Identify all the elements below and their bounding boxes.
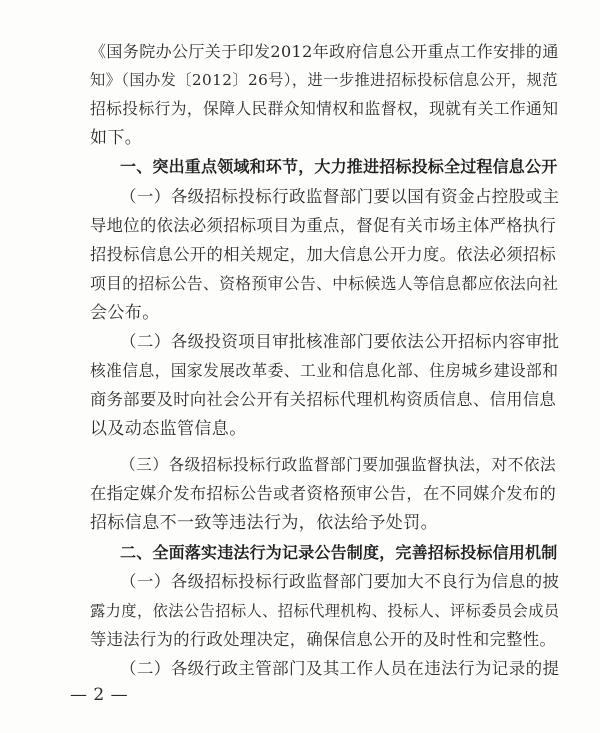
body-line: 如下。 (90, 128, 143, 148)
paragraph-first-line: （三）各级招标投标行政监督部门要加强监督执法，对不依法 (120, 455, 557, 474)
page-number: — 2 — (70, 685, 129, 705)
body-line: 等违法行为的行政处理决定，确保信息公开的及时性和完整性。 (90, 630, 557, 649)
section-heading-2: 二、全面落实违法行为记录公告制度，完善招标投标信用机制 (120, 543, 558, 562)
body-line: 核准信息，国家发展改革委、工业和信息化部、住房城乡建设部和 (90, 361, 559, 380)
body-line: 招投标信息公开的相关规定，加大信息公开力度。依法必须招标 (90, 245, 557, 264)
body-line: 在指定媒介发布招标公告或者资格预审公告，在不同媒介发布的 (90, 484, 557, 503)
body-line: 项目的招标公告、资格预审公告、中标候选人等信息都应依法向社 (90, 274, 559, 293)
body-line: 招标信息不一致等违法行为，依法给予处罚。 (90, 513, 438, 533)
body-line: 商务部要及时向社会公开有关招标代理机构资质信息、信用信息 (90, 390, 557, 409)
body-line: 知》（国办发〔2012〕26号），进一步推进招标投标信息公开，规范 (90, 71, 558, 89)
body-line: 《国务院办公厅关于印发2012年政府信息公开重点工作安排的通 (90, 42, 559, 61)
paragraph-first-line: （一）各级招标投标行政监督部门要以国有资金占控股或主 (120, 187, 560, 206)
body-line: 导地位的依法必须招标项目为重点，督促有关市场主体严格执行 (90, 216, 557, 235)
body-line: 招标投标行为，保障人民群众知情权和监督权，现就有关工作通知 (90, 99, 559, 118)
body-line: 会公布。 (90, 303, 160, 323)
section-heading-1: 一、突出重点领域和环节，大力推进招标投标全过程信息公开 (120, 157, 558, 176)
paragraph-first-line: （二）各级投资项目审批核准部门要依法公开招标内容审批 (120, 332, 560, 351)
body-line: 以及动态监管信息。 (90, 419, 247, 439)
paragraph-first-line: （一）各级招标投标行政监督部门要加大不良行为信息的披 (120, 572, 560, 591)
paragraph-first-line: （二）各级行政主管部门及其工作人员在违法行为记录的提 (120, 659, 560, 678)
body-line: 露力度，依法公告招标人、招标代理机构、投标人、评标委员会成员 (90, 602, 560, 620)
